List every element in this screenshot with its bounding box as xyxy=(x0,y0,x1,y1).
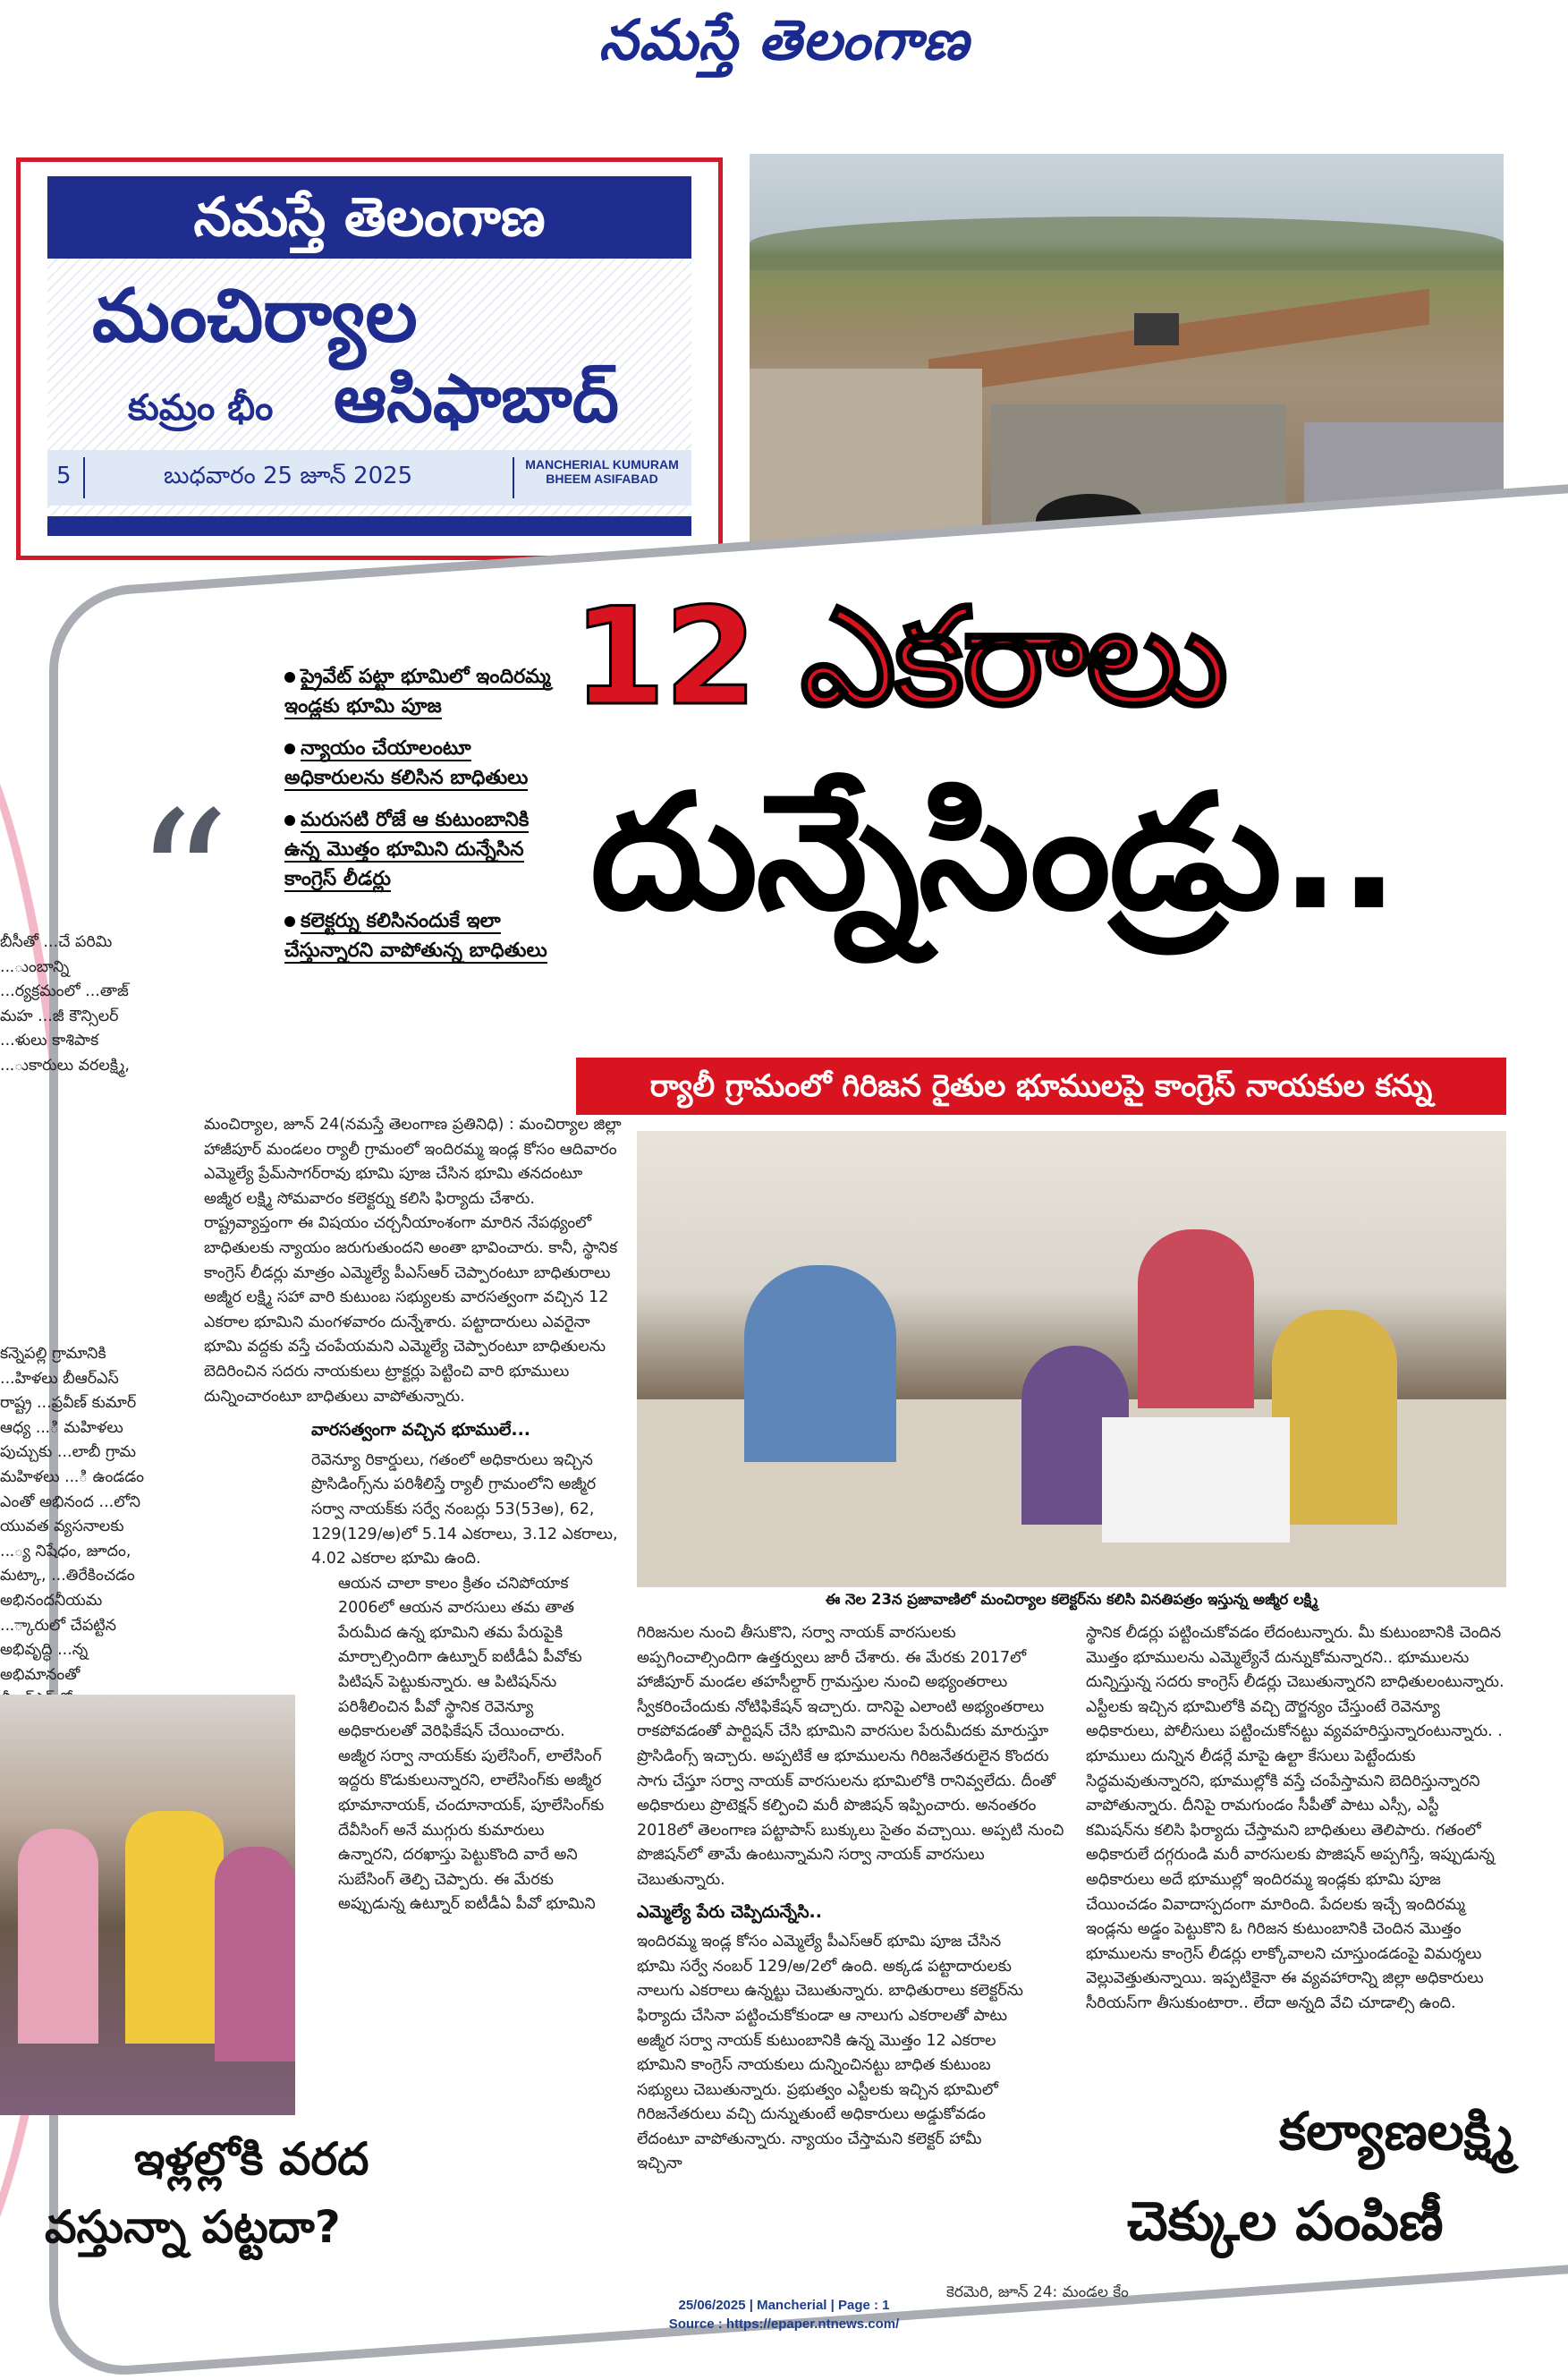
masthead-info-strip xyxy=(47,450,691,506)
tractor-shape xyxy=(1134,313,1179,345)
article-column-2 xyxy=(637,1621,1075,2177)
list-item: మరుసటి రోజే ఆ కుటుంబానికి ఉన్న మొత్తం భూమిని దున్నేసిన కాంగ్రెస్ లీడర్లు xyxy=(284,809,530,890)
article-intro: మంచిర్యాల, జూన్ 24(నమస్తే తెలంగాణ ప్రతినిధి) : మంచిర్యాల జిల్లా హాజీపూర్ మండలం ర్యాలీ గ్రామంలో ఇందిరమ్మ ఇండ్ల కోసం ఆదివారం ఎమ్మెల్యే ప్రేమ్‌సాగర్‌రావు భూమి పూజ చేసిన భూమి తనదంటూ అజ్మీర లక్ష్మి సోమవారం కలెక్టర్ను కలిసి ఫిర్యాదు చేశారు. రాష్ట్రవ్యాప్తంగా ఈ విషయం చర్చనీయాంశంగా మారిన నేపథ్యంలో బాధితులకు న్యాయం జరుగుతుందని అంతా భావించారు. కానీ, స్థానిక కాంగ్రెస్ లీడర్లు మాత్రం ఎమ్మెల్యే పీఎస్‌ఆర్ చెప్పారంటూ బాధితురాలు అజ్మీర లక్ష్మి సహా వారి కుటుంబ సభ్యులకు వారసత్వంగా వచ్చిన 12 ఎకరాల భూమిని మంగళవారం దున్నేశారు. పట్టాదారులు ఎవరైనా భూమి వద్దకు వస్తే చంపేయమని ఎమ్మెల్యే చెప్పారంటూ బాధితులను బెదిరించిన సదరు నాయకులు ట్రాక్టర్లు పెట్టించి వారి భూములు దున్నించారంటూ బాధితులు వాపోతున్నారు. xyxy=(204,1116,622,1406)
person-shape xyxy=(18,1829,98,2044)
person-shape xyxy=(215,1847,295,2061)
hill-shape xyxy=(750,217,1504,270)
footer-date-edition: 25/06/2025 | Mancherial | Page : 1 xyxy=(678,2298,890,2313)
snippet-text: బీసీతో ...చే పరిమి ...ుంబాన్ని ...ర్యక్రమంలో ...తాజ్ మహ ...జీ కౌన్సిలర్ ...ళులు కాశిపాక ...ుకారులు వరలక్ష్మి, xyxy=(0,933,130,1075)
masthead xyxy=(16,157,723,560)
bullet-icon xyxy=(284,815,295,826)
article-column-3 xyxy=(1086,1621,1506,2017)
edition-date: బుధవారం 25 జూన్ 2025 xyxy=(164,463,413,489)
article-paragraph: గిరిజనుల నుంచి తీసుకొని, సర్వా నాయక్ వారసులకు అప్పగించాల్సిందిగా ఉత్తర్వులు జారీ చేశారు. ఈ మేరకు 2017లో హాజీపూర్ మండల తహసీల్దార్ గ్రామస్తుల నుంచి అభ్యంతరాలు స్వీకరించేందుకు నోటిఫికేషన్ ఇచ్చారు. దానిపై ఎలాంటి అభ్యంతరాలు రాకపోవడంతో పార్టిషన్ చేసి భూమిని వారసుల పేరుమీదకు మారుస్తూ ప్రొసిడింగ్స్ ఇచ్చారు. అప్పటికే ఆ భూములను గిరిజనేతరులైన కొందరు సాగు చేస్తూ సర్వా నాయక్ వారసులను భూమిలోకి రానివ్వలేదు. దీంతో అధికారులు ప్రొటెక్షన్ కల్పించి మరీ పొజిషన్ ఇప్పించారు. అనంతరం 2018లో తెలంగాణ పట్టాపాస్ బుక్కులు సైతం వచ్చాయి. అప్పటి నుంచి పొజిషన్‌లో తామే ఉంటున్నామని సర్వా నాయక్ వారసులు చెబుతున్నారు. xyxy=(637,1624,1064,1889)
tractor-field-photo xyxy=(750,154,1504,548)
divider xyxy=(513,457,514,498)
adjacent-story-snippet-2 xyxy=(0,1342,152,1738)
compound-wall-shape xyxy=(928,289,1429,395)
petitioner-shape xyxy=(1272,1310,1397,1525)
footer-source[interactable]: Source : https://epaper.ntnews.com/ xyxy=(668,2316,900,2332)
masthead-district: ఆసిఫాబాద్ xyxy=(334,361,619,438)
officer-shape xyxy=(744,1265,896,1462)
list-item: ప్రైవేట్ పట్టా భూమిలో ఇందిరమ్మ ఇండ్లకు భూమి పూజ xyxy=(284,666,551,718)
brs-women-photo xyxy=(0,1695,295,2115)
page-number: 5 xyxy=(56,463,72,489)
story-headline: ఇళ్లల్లోకి వరద xyxy=(134,2133,369,2185)
photo-caption: ఈ నెల 23న ప్రజావాణిలో మంచిర్యాల కలెక్టర్‌ను కలిసి వినతిపత్రం ఇస్తున్న అజ్మీర లక్ష్మి xyxy=(825,1591,1318,1608)
page-footer xyxy=(0,2296,1568,2333)
bullet-icon xyxy=(284,744,295,754)
newspaper-brand: నమస్తే తెలంగాణ xyxy=(598,7,970,72)
masthead-city: మంచిర్యాల xyxy=(92,274,418,359)
list-item: న్యాయం చేయాలంటూ అధికారులను కలిసిన బాధితులు xyxy=(284,737,529,789)
subheading: వారసత్వంగా వచ్చిన భూములే... xyxy=(311,1420,531,1441)
person-shape xyxy=(125,1811,224,2044)
list-item: కలెక్టర్ను కలిసినందుకే ఇలా చేస్తున్నారని వాపోతున్న బాధితులు xyxy=(284,910,547,962)
headline-line-1: 12 ఎకరాలు xyxy=(572,580,1226,735)
papers-shape xyxy=(1102,1417,1290,1543)
story-headline: వస్తున్నా పట్టదా? xyxy=(45,2201,341,2253)
snippet-text: కన్నెపల్లి గ్రామానికి ...హిళలు బీఆర్‌ఎస్ రాష్ట్ర ...ప్రవీణ్ కుమార్ ఆధ్య ...ి మహిళలు పుచ్చుకు ...లాబీ గ్రామ మహిళలు ...ి ఉండడం ఎంతో అభినంద ...లోని యువత వ్యసనాలకు ...్య నిషేధం, జూదం, మట్కా, ...తిరేకించడం అభినందనీయమ ...్కారులో చేపట్టిన అభివృద్ధి ...న్న అభిమానంతో xyxy=(0,1345,144,1684)
edition-name-english: MANCHERIAL KUMURAM BHEEM ASIFABAD xyxy=(525,457,679,486)
article-paragraph: ఆయన చాలా కాలం క్రితం చనిపోయాక 2006లో ఆయన వారసులు తమ తాత పేరుమీద ఉన్న భూమిని తమ పేరుపైకి మార్చాల్సిందిగా ఉట్నూర్ ఐటీడీఏ పీవోకు పిటిషన్ పెట్టుకున్నారు. ఆ పిటిషన్‌ను పరిశీలించిన పీవో స్థానిక రెవెన్యూ అధికారులతో వెరిఫికేషన్ చేయించారు. అజ్మీర సర్వా నాయక్‌కు పులేసింగ్, లాలేసింగ్ ఇద్దరు కొడుకులున్నారని, లాలేసింగ్‌కు అజ్మీర భూమానాయక్, చందూనాయక్, పూలేసింగ్‌కు దేవీసింగ్ అనే ముగ్గురు కుమారులు ఉన్నారని, దరఖాస్తు పెట్టుకొంది వారే అని సుబేసింగ్ తెల్పి చెప్పారు. ఈ మేరకు అప్పుడున్న ఉట్నూర్ ఐటీడీఏ పీవో భూమిని xyxy=(338,1574,605,1914)
building-shape xyxy=(750,369,982,548)
bullet-icon xyxy=(284,672,295,683)
kicker-banner: ర్యాలీ గ్రామంలో గిరిజన రైతుల భూములపై కాంగ్రెస్ నాయకుల కన్ను xyxy=(576,1058,1506,1115)
story-dateline: కెరమెరి, జూన్ 24: మండల కేం xyxy=(946,2283,1129,2301)
petitioner-shape xyxy=(1138,1229,1254,1408)
story-headline: కల్యాణలక్ష్మి xyxy=(1279,2101,1513,2162)
adjacent-story-snippet xyxy=(0,931,143,1079)
bullet-icon xyxy=(284,916,295,927)
subheading: ఎమ్మెల్యే పేరు చెప్పిదున్నేసి.. xyxy=(637,1901,822,1922)
quote-icon: “ xyxy=(134,771,231,990)
article-paragraph: స్థానిక లీడర్లు పట్టించుకోవడం లేదంటున్నారు. మీ కుటుంబానికి చెందిన మొత్తం భూములను ఎమ్మెల్యేనే దున్నుకోమన్నారని.. భూములను దున్నిస్తున్న సదరు కాంగ్రెస్ లీడర్లు చెబుతున్నారని బాధితులంటున్నారు. ఎస్టీలకు ఇచ్చిన భూమిలోకి వచ్చి దౌర్జన్యం చేస్తుంటే రెవెన్యూ అధికారులు, పోలీసులు పట్టించుకోనట్టు వ్యవహరిస్తున్నారంటున్నారు. . భూములు దున్నిన లీడర్లే మాపై ఉల్టా కేసులు పెట్టేందుకు సిద్ధమవుతున్నారని, భూముల్లోకి వస్తే చంపేస్తామని బెదిరిస్తున్నారని వాపోతున్నారు. దీనిపై రామగుండం సీపీతో పాటు ఎస్సీ, ఎస్టీ కమిషన్‌ను కలిసి ఫిర్యాదు చేస్తామని బాధితులు తెలిపారు. గతంలో అధికారులే దగ్గరుండి మరీ వారసులకు పొజిషన్ అప్పగిస్తే, ఇప్పుడున్న అధికారులు అదే భూముల్లో ఇందిరమ్మ ఇండ్లకు భూమి పూజ చేయించడం వివాదాస్పదంగా మారింది. పేదలకు ఇచ్చే ఇందిరమ్మ ఇండ్లను అడ్డం పెట్టుకొని ఓ గిరిజన కుటుంబానికి చెందిన మొత్తం భూములను కాంగ్రెస్ లీడర్లు లాక్కోవాలని చూస్తుండడంపై విమర్శలు వెల్లువెత్తుతున్నాయి. ఇప్పటికైనా ఈ వ్యవహారాన్ని జిల్లా అధికారులు సీరియస్‌గా తీసుకుంటారా.. లేదా అన్నది వేచి చూడాల్సి ఉంది. xyxy=(1086,1624,1504,2012)
masthead-bottom-bar xyxy=(47,516,691,536)
article-paragraph: ఇందిరమ్మ ఇండ్ల కోసం ఎమ్మెల్యే పీఎస్‌ఆర్ భూమి పూజ చేసిన భూమి సర్వే నంబర్ 129/అ/2లో ఉంది. అక్కడ పట్టాదారులకు నాలుగు ఎకరాలు ఉన్నట్టు చెబుతున్నారు. బాధితురాలు కలెక్టర్‌ను ఫిర్యాదు చేసినా పట్టించుకోకుండా ఆ నాలుగు ఎకరాలతో పాటు అజ్మీర సర్వా నాయక్ కుటుంబానికి ఉన్న మొత్తం 12 ఎకరాల భూమిని కాంగ్రెస్ నాయకులు దున్నించినట్టు బాధిత కుటుంబ సభ్యులు చెబుతున్నారు. ప్రభుత్వం ఎస్టీలకు ఇచ్చిన భూమిలో గిరిజనేతరులు వచ్చి దున్నుతుంటే అధికారులు అడ్డుకోవడం లేదంటూ వాపోతున్నారు. న్యాయం చేస్తామని కలెక్టర్ హామీ ఇచ్చినా xyxy=(637,1933,1023,2173)
collector-meeting-photo xyxy=(637,1131,1506,1587)
masthead-paper-name: నమస్తే తెలంగాణ xyxy=(47,176,691,259)
article-paragraph: రెవెన్యూ రికార్డులు, గతంలో అధికారులు ఇచ్చిన ప్రొసిడింగ్స్‌ను పరిశీలిస్తే ర్యాలీ గ్రామంలోని అజ్మీర సర్వా నాయక్‌కు సర్వే నంబర్లు 53(53అ), 62, 129(129/అ)లో 5.14 ఎకరాలు, 3.12 ఎకరాలు, 4.02 ఎకరాల భూమి ఉంది. xyxy=(311,1450,618,1568)
story-headline: చెక్కుల పంపిణీ xyxy=(1127,2190,1444,2253)
masthead-district-prefix: కుమ్రం భీం xyxy=(128,387,274,429)
highlights-list xyxy=(284,662,553,978)
divider xyxy=(83,457,85,498)
headline-line-2: దున్నేసిండ్రు.. xyxy=(590,760,1398,945)
